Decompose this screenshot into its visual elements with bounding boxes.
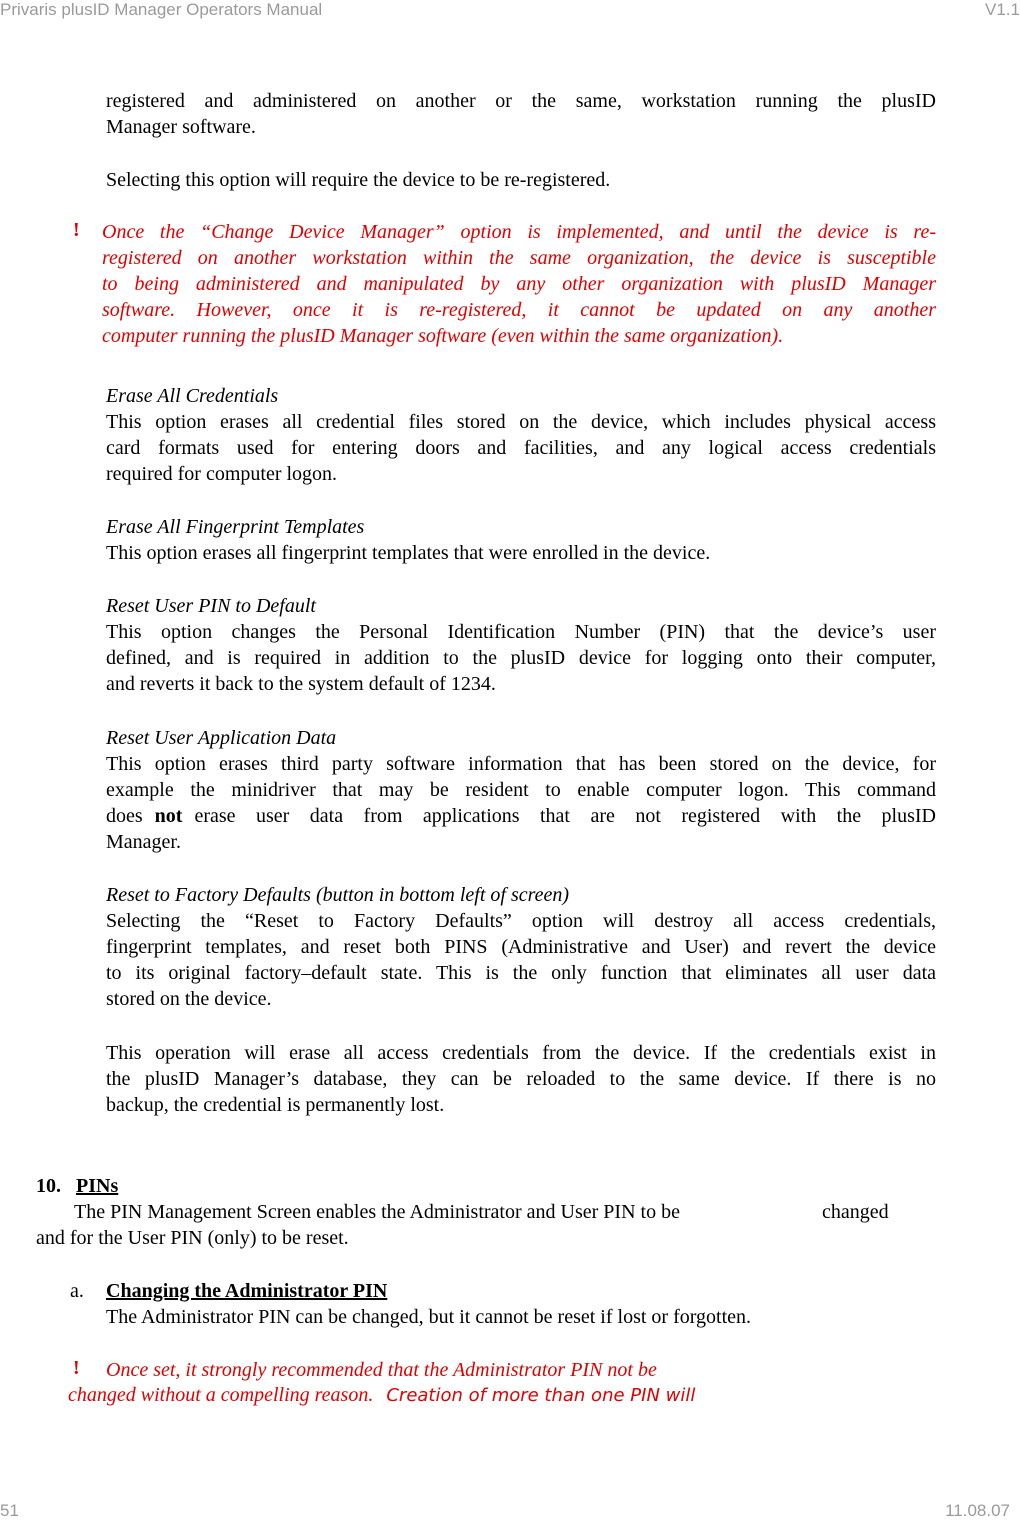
reset-app-data-line-2: example the minidriver that may be resident to enable computer logon. This command [106, 779, 936, 801]
erase-credentials-line-3: required for computer logon. [106, 463, 338, 485]
reset-pin-line-1: This option changes the Personal Identification Number (PIN) that the device’s user [106, 621, 936, 643]
intro-line-3: Selecting this option will require the device to be re-registered. [106, 169, 611, 191]
reset-app-data-line-1: This option erases third party software information that has been stored on the device, for [106, 753, 936, 775]
intro-line-2: Manager software. [106, 116, 256, 138]
factory-reset-line-4: stored on the device. [106, 988, 272, 1010]
subsection-a-line-1: The Administrator PIN can be changed, but it cannot be reset if lost or forgotten. [106, 1306, 752, 1328]
footer-page-number: 51 [0, 1501, 19, 1520]
factory-reset-line-2: fingerprint templates, and reset both PINS (Administrative and User) and revert the device [106, 936, 936, 958]
reset-pin-line-3: and reverts it back to the system default of 1234. [106, 673, 496, 695]
erase-fingerprints-title: Erase All Fingerprint Templates [106, 516, 365, 538]
warning-2-line-2-sans: Creation of more than one PIN will [386, 1385, 696, 1406]
warning-line-5: computer running the plusID Manager software (even within the same organization). [102, 325, 784, 347]
reset-app-data-line-3 [106, 803, 936, 829]
factory-reset-p2-line-3: backup, the credential is permanently lost. [106, 1094, 445, 1116]
section-10-number: 10. [36, 1175, 61, 1197]
reset-app-data-not: not [154, 805, 183, 827]
reset-app-data-title: Reset User Application Data [106, 727, 337, 749]
warning-line-3: to being administered and manipulated by any other organization with plusID Manager [102, 273, 936, 295]
factory-reset-title: Reset to Factory Defaults (button in bottom left of screen) [106, 884, 570, 906]
warning-line-1: Once the “Change Device Manager” option is implemented, and until the device is re- [102, 221, 936, 243]
warning-line-4: software. However, once it is re-registered, it cannot be updated on any another [102, 299, 936, 321]
reset-pin-title: Reset User PIN to Default [106, 595, 316, 617]
erase-credentials-line-2: card formats used for entering doors and facilities, and any logical access credentials [106, 437, 936, 459]
warning-2-icon: ! [73, 1357, 80, 1379]
warning-icon: ! [73, 219, 80, 241]
erase-credentials-line-1: This option erases all credential files stored on the device, which includes physical access [106, 411, 936, 433]
erase-credentials-title: Erase All Credentials [106, 385, 279, 407]
factory-reset-line-3: to its original factory–default state. This is the only function that eliminates all user data [106, 962, 936, 984]
section-10-line-1a: The PIN Management Screen enables the Administrator and User PIN to be [74, 1201, 680, 1223]
factory-reset-line-1: Selecting the “Reset to Factory Defaults” option will destroy all access credentials, [106, 910, 936, 932]
factory-reset-p2-line-2: the plusID Manager’s database, they can be reloaded to the same device. If there is no [106, 1068, 936, 1090]
subsection-a-label: a. [70, 1280, 84, 1302]
section-10-title: PINs [76, 1175, 119, 1197]
subsection-a-title: Changing the Administrator PIN [106, 1280, 388, 1302]
warning-2-line-1: Once set, it strongly recommended that the Administrator PIN not be [106, 1359, 657, 1381]
reset-app-data-line-4: Manager. [106, 831, 181, 853]
warning-line-2: registered on another workstation within the same organization, the device is susceptible [102, 247, 936, 269]
header-title: Privaris plusID Manager Operators Manual [0, 0, 323, 19]
section-10-line-1b: changed [822, 1201, 889, 1223]
reset-app-data-rest: erase user data from applications that are not registered with the plusID [194, 805, 936, 827]
warning-2-line-2 [68, 1382, 695, 1409]
factory-reset-p2-line-1: This operation will erase all access credentials from the device. If the credentials exist in [106, 1042, 936, 1064]
erase-fingerprints-line-1: This option erases all fingerprint templates that were enrolled in the device. [106, 542, 711, 564]
section-10-line-2: and for the User PIN (only) to be reset. [36, 1227, 349, 1249]
warning-2-line-2-serif: changed without a compelling reason. [68, 1384, 374, 1406]
reset-pin-line-2: defined, and is required in addition to the plusID device for logging onto their computer, [106, 647, 936, 669]
intro-line-1: registered and administered on another or the same, workstation running the plusID [106, 90, 936, 112]
footer-date: 11.08.07 [945, 1501, 1010, 1520]
header-version: V1.1 [985, 0, 1020, 19]
reset-app-data-does: does [106, 805, 143, 827]
